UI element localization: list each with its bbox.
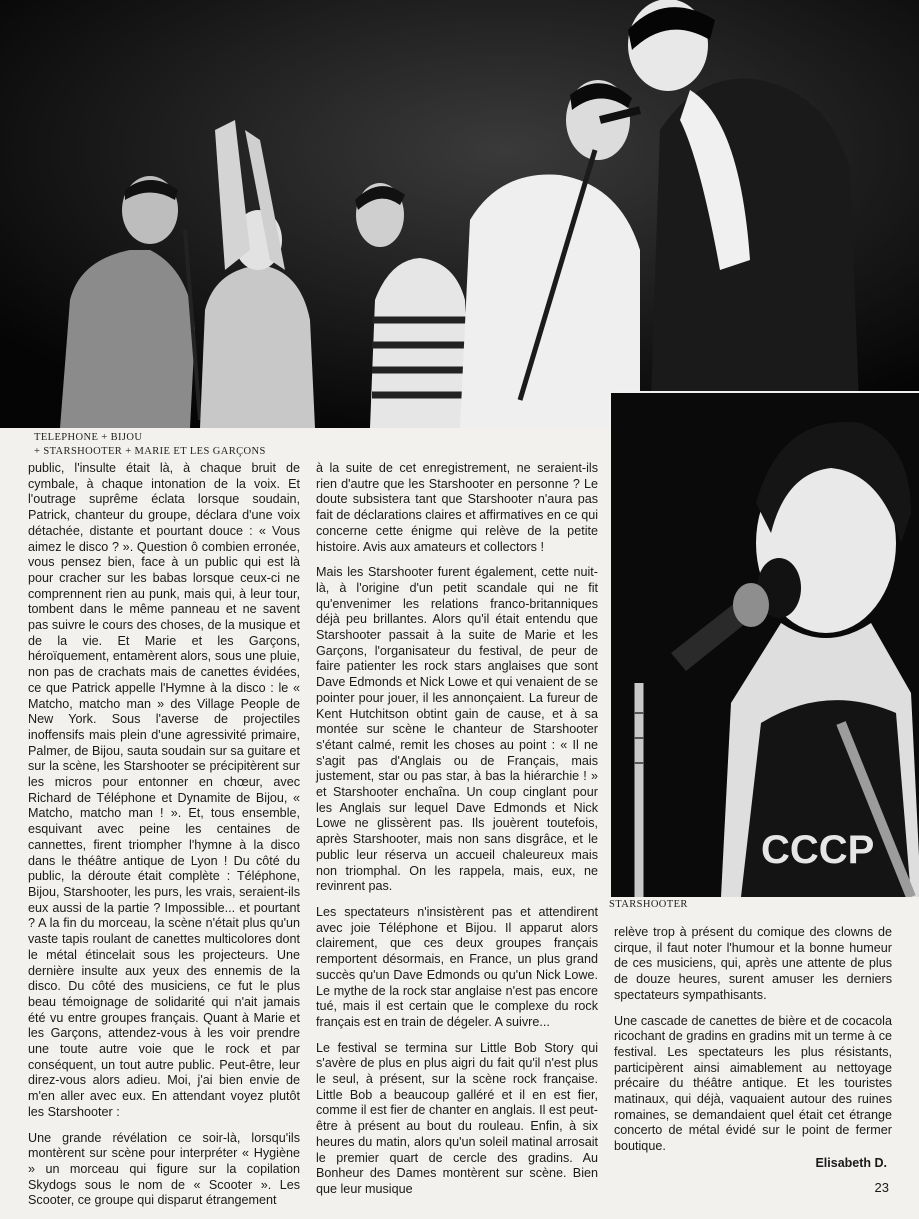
- paragraph: à la suite de cet enregistrement, ne seraient-ils rien d'autre que les Starshooter en personne ? Le doute subsistera tant que Starshooter n'aura pas fait de déclarations claires et affirmatives en ce qui concerne cette énigme qui relève de la petite histoire. Avis aux amateurs et collectors !: [316, 461, 598, 554]
- paragraph: Mais les Starshooter furent également, cette nuit-là, à l'origine d'un petit scandale qui ne fit qu'envenimer les relations franco-britanniques déjà peu brillantes. Alors qu'il était entendu que Starshooter passait à la suite de Marie et les Garçons, l'organisateur du festival, de peur de faire patienter les rock stars anglaises que sont Dave Edmonds et Nick Lowe et qui venaient de se pointer pour jouer, il les annonçaient. La fureur de Kent Hutchitson obtint gain de cause, et à sa montée sur scène le chanteur de Starshooter s'étant calmé, remit les choses au point : « Il ne s'agit pas d'Anglais ou de Français, mais justement, star ou pas star, à bas la hiérarchie ! » et Starshooter enchaîna. Un coup cinglant pour les Anglais sur lequel Dave Edmonds et Nick Lowe ne glissèrent pas. Ils jouèrent toutefois, après Starshooter, mais non sans disgrâce, et le public leur réserva un accueil chaleureux mais non triomphal. On les rappela, mais, eux, ne revinrent pas.: [316, 565, 598, 894]
- article-column-1: [28, 461, 300, 1219]
- photo-caption-line-1: TELEPHONE + BIJOU: [34, 432, 143, 443]
- paragraph: public, l'insulte était là, à chaque bruit de cymbale, à chaque intonation de la voix. Et l'outrage suprême éclata lorsque soudain, Patrick, chanteur du groupe, déclara d'une voix détachée, distante et pourtant douce : « Vous aimez le disco ? ». Question ô combien erronée, vous pensez bien, face à un public qui est là pour cracher sur les babas lorsque ceux-ci ne comprennent rien au punk, mais qui, à leur tour, tombent dans le même panneau et ne savent pas suivre le cours des choses, de la musique et de la vie. Et Marie et les Garçons, héroïquement, entamèrent alors, sous une pluie, non pas de crachats mais de canettes évidées, ce que Patrick appelle l'Hymne à la disco : le « Matcho, matcho man » des Village People de New York. Sous l'averse de projectiles inoffensifs mais plein d'une agressivité primaire, Palmer, de Bijou, sauta soudain sur sa guitare et sur la scène, les Starshooter se précipitèrent sur les micros pour entonner en chœur, avec Richard de Téléphone et Dynamite de Bijou, « Matcho, matcho man ! ». Et, tous ensemble, esquivant avec peine les centaines de cannettes, firent triompher l'hymne à la disco dans le théâtre antique de Lyon ! Du côté du public, la déroute était complète : Téléphone, Bijou, Starshooter, les purs, les vrais, seraient-ils eux aussi de la partie ? Impossible... et pourtant ? A la fin du morceau, la scène n'était plus qu'un vaste tapis roulant de canettes multicolores dont le métal étincelait sous les projecteurs. Une dernière insulte aux yeux des ennemis de la disco. Du côté des musiciens, ce fut le plus beau témoignage de solidarité qui n'ait jamais été vu entre groupes français. Quant à Marie et les Garçons, attendez-vous à les voir prendre une toute autre voie que le rock et par conséquent, un tout autre public. Peut-être, leur direz-vous alors adieu. Moi, j'ai bien envie de m'en aller avec eux. En attendant voyez plutôt les Starshooter :: [28, 461, 300, 1119]
- starshooter-photo-drawing: [611, 393, 919, 897]
- starshooter-photo: [609, 391, 919, 897]
- author-signature: Elisabeth D.: [815, 1156, 887, 1170]
- paragraph: Les spectateurs n'insistèrent pas et attendirent avec joie Téléphone et Bijou. Il apparut alors clairement, que ces deux groupes français remportent désormais, en France, un plus grand succès qu'un Dave Edmonds ou qu'un Nick Lowe. Le mythe de la rock star anglaise n'est pas encore tué, mais il est certain que le complexe du rock français est en train de dégeler. A suivre...: [316, 904, 598, 1029]
- paragraph: Une cascade de canettes de bière et de cocacola ricochant de gradins en gradins mit un terme à ce festival. Les spectateurs les plus résistants, participèrent ainsi aimablement au nettoyage précaire du théâtre antique. Et les touristes matinaux, qui déjà, vaquaient autour des ruines romaines, se demandaient quel était cet étrange concerto de métal évidé sur le point de fermer boutique.: [614, 1013, 892, 1154]
- paragraph: Le festival se termina sur Little Bob Story qui s'avère de plus en plus aigri du fait qu'il n'est plus le seul, à présent, sur la scène rock française. Little Bob a beaucoup galléré et il en est fier, comme il est fier de chanter en anglais. Il est peut-être à présent au bout du rouleau. Enfin, à six heures du matin, alors qu'un soleil matinal arrosait le premier quart de cercle des gradins. Au Bonheur des Dames montèrent sur scène. Bien que leur musique: [316, 1040, 598, 1196]
- shirt-lettering: CCCP: [761, 828, 875, 872]
- article-column-2: [316, 461, 598, 1208]
- starshooter-caption: STARSHOOTER: [609, 899, 688, 910]
- concert-photo: [0, 0, 919, 428]
- article-column-3: [614, 925, 892, 1165]
- paragraph: relève trop à présent du comique des clowns de cirque, il faut noter l'humour et la bonne humeur de ces musiciens, qui, après une attente de plus de douze heures, surent amuser les derniers spectateurs sympathisants.: [614, 925, 892, 1002]
- paragraph: Une grande révélation ce soir-là, lorsqu'ils montèrent sur scène pour interpréter « Hygiène » un morceau qui figure sur la copilation Skydogs sous le nom de « Scooter ». Les Scooter, ce groupe qui disparut étrangement: [28, 1130, 300, 1208]
- concert-photo-drawing: [0, 0, 919, 428]
- photo-caption-line-2: + STARSHOOTER + MARIE ET LES GARÇONS: [34, 446, 266, 457]
- page-number: 23: [874, 1180, 889, 1195]
